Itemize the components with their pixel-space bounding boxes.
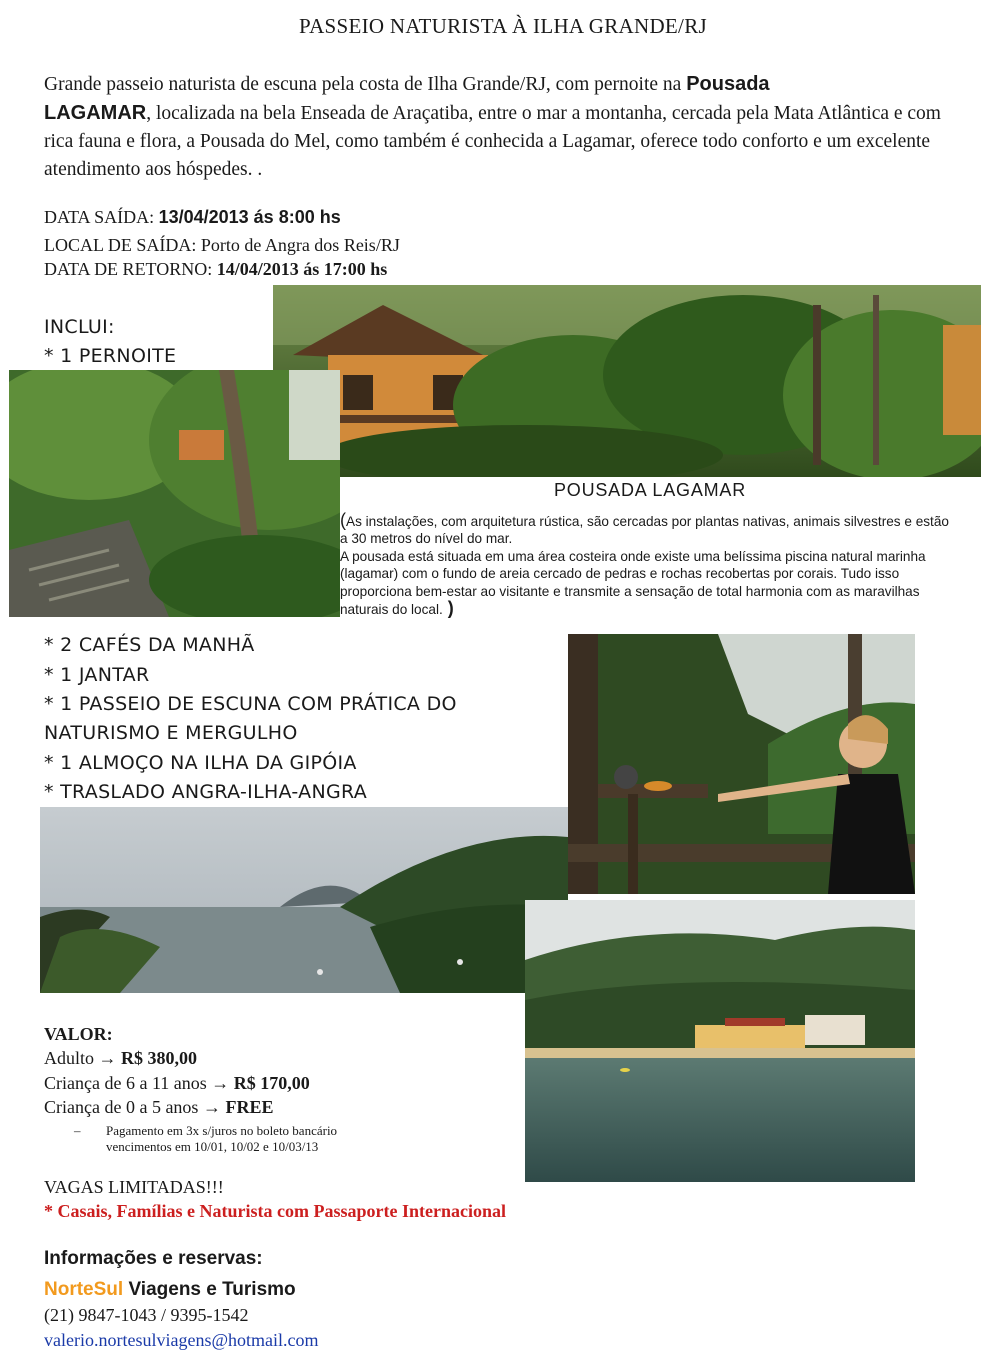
departure-date-value: 13/04/2013 ás 8:00 hs bbox=[158, 207, 341, 227]
include-item: * 1 PERNOITE bbox=[44, 345, 177, 367]
price-label: Criança de 6 a 11 anos → bbox=[44, 1073, 234, 1093]
monkey-feeding-photo bbox=[568, 634, 915, 894]
payment-note bbox=[74, 1123, 337, 1155]
includes-heading: INCLUI: bbox=[44, 316, 115, 338]
pousada-description bbox=[340, 512, 960, 618]
price-label: Adulto → bbox=[44, 1048, 122, 1068]
intro-paragraph bbox=[44, 70, 969, 184]
pousada-house-photo bbox=[273, 285, 981, 477]
contact-email-link[interactable]: valerio.nortesulviagens@hotmail.com bbox=[44, 1330, 319, 1350]
include-item: * 1 JANTAR bbox=[44, 664, 150, 686]
page-title: PASSEIO NATURISTA À ILHA GRANDE/RJ bbox=[299, 14, 707, 38]
pousada-para-1: As instalações, com arquitetura rústica, são cercadas por plantas nativas, animais silvestres e estão a 30 metros do nível do mar. bbox=[340, 514, 949, 547]
price-value: FREE bbox=[225, 1097, 274, 1117]
company-rest: Viagens e Turismo bbox=[123, 1279, 296, 1300]
note-dash: – bbox=[74, 1123, 81, 1138]
return-date-label: DATA DE RETORNO: bbox=[44, 259, 217, 279]
contact-heading: Informações e reservas: bbox=[44, 1248, 263, 1269]
departure-date-line bbox=[44, 207, 341, 228]
price-value: R$ 380,00 bbox=[121, 1048, 198, 1068]
departure-place-line: LOCAL DE SAÍDA: Porto de Angra dos Reis/RJ bbox=[44, 235, 400, 255]
company-name bbox=[44, 1279, 296, 1301]
pousada-para-2: A pousada está situada em uma área costeira onde existe uma belíssima piscina natural marinha (lagamar) com o fundo de areia cercado de pedras e rochas recobertas por corais. Tudo isso proporciona bem-estar ao visitante e transmite a sensação de total harmonia com as maravilhas naturais do local. bbox=[340, 548, 926, 618]
beach-pousada-photo bbox=[525, 900, 915, 1182]
return-date-value: 14/04/2013 ás 17:00 hs bbox=[216, 259, 388, 279]
note-line-1: Pagamento em 3x s/juros no boleto bancário bbox=[106, 1123, 338, 1138]
include-item: * 2 CAFÉS DA MANHÃ bbox=[44, 634, 255, 656]
intro-text-2: , localizada na bela Enseada de Araçatiba, entre o mar a montanha, cercada pela Mata Atlântica e com rica fauna e flora, a Pousada do Mel, como também é conhecida a Lagamar, oferece todo conforto e um excelente atendimento aos hóspedes. . bbox=[44, 103, 941, 180]
include-item: * 1 PASSEIO DE ESCUNA COM PRÁTICA DO bbox=[44, 693, 457, 715]
intro-lagamar-word: LAGAMAR bbox=[44, 102, 147, 124]
departure-date-label: DATA SAÍDA: bbox=[44, 207, 159, 227]
forest-trail-photo bbox=[9, 370, 340, 617]
price-value: R$ 170,00 bbox=[233, 1073, 310, 1093]
brand-name: NorteSul bbox=[44, 1279, 124, 1300]
pricing-heading: VALOR: bbox=[44, 1024, 113, 1044]
intro-pousada-word: Pousada bbox=[686, 73, 770, 95]
include-item: * 1 ALMOÇO NA ILHA DA GIPÓIA bbox=[44, 752, 357, 774]
price-row-child-6-11 bbox=[44, 1073, 310, 1094]
pousada-caption: POUSADA LAGAMAR bbox=[553, 480, 747, 500]
include-item: NATURISMO E MERGULHO bbox=[44, 722, 298, 744]
return-date-line bbox=[44, 259, 387, 280]
limited-spots-notice: VAGAS LIMITADAS!!! bbox=[44, 1177, 224, 1197]
price-row-adult bbox=[44, 1048, 197, 1069]
note-line-2: vencimentos em 10/01, 10/02 e 10/03/13 bbox=[106, 1139, 319, 1154]
contact-phones: (21) 9847-1043 / 9395-1542 bbox=[44, 1305, 249, 1325]
bay-view-photo bbox=[40, 807, 568, 993]
intro-text-1: Grande passeio naturista de escuna pela costa de Ilha Grande/RJ, com pernoite na bbox=[44, 74, 687, 95]
pousada-open-paren: ( bbox=[340, 510, 346, 530]
include-item: * TRASLADO ANGRA-ILHA-ANGRA bbox=[44, 781, 368, 803]
audience-notice: * Casais, Famílias e Naturista com Passaporte Internacional bbox=[44, 1201, 506, 1221]
pousada-close-paren: ) bbox=[442, 598, 454, 619]
price-label: Criança de 0 a 5 anos → bbox=[44, 1097, 226, 1117]
price-row-child-0-5 bbox=[44, 1097, 273, 1118]
